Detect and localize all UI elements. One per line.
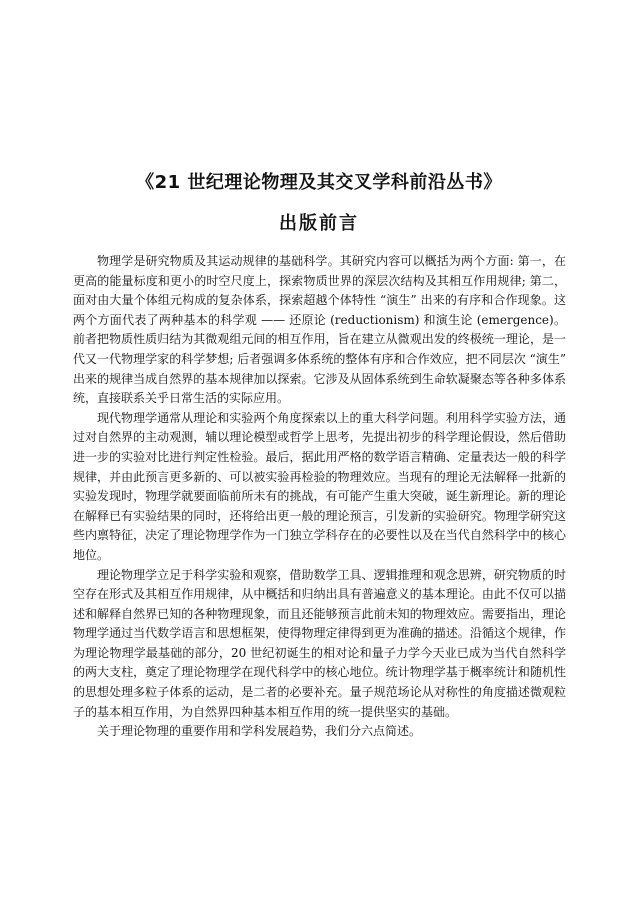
preface-heading: 出版前言: [279, 213, 359, 234]
body-text: [73, 252, 566, 742]
paragraph: 现代物理学通常从理论和实验两个角度探索以上的重大科学问题。利用科学实验方法，通过对自然界的主动观测，辅以理论模型或哲学上思考，先提出初步的科学理论假设，然后借助进一步的实验对比进行判定性检验。最后，据此用严格的数学语言精确、定量表达一般的科学规律，并由此预言更多新的、可以被实验再检验的物理效应。当现有的理论无法解释一批新的实验发现时，物理学就要面临前所未有的挑战，有可能产生重大突破，诞生新理论。新的理论在解释已有实验结果的同时，还将给出更一般的理论预言，引发新的实验研究。物理学研究这些内禀特征，决定了理论物理学作为一门独立学科存在的必要性以及在当代自然科学中的核心地位。: [73, 410, 566, 562]
series-title: 《21 世纪理论物理及其交叉学科前沿丛书》: [136, 172, 502, 193]
paragraph: 物理学是研究物质及其运动规律的基础科学。其研究内容可以概括为两个方面: 第一，在更高的能量标度和更小的时空尺度上，探索物质世界的深层次结构及其相互作用规律; 第二，面对由大量个体组元构成的复杂体系，探索超越个体特性 “演生” 出来的有序和合作现象。这两个方面代表了两种基本的科学观 —— 还原论 (reductionism) 和演生论 (emergence)。前者把物质性质归结为其微观组元间的相互作用，旨在建立从微观出发的终极统一理论，是一代又一代物理学家的科学梦想; 后者强调多体系统的整体有序和合作效应，把不同层次 “演生” 出来的规律当成自然界的基本规律加以探索。它涉及从固体系统到生命软凝聚态等各种多体系统，直接联系关乎日常生活的实际应用。: [73, 254, 566, 406]
paragraph: 关于理论物理的重要作用和学科发展趋势，我们分六点简述。: [97, 724, 422, 739]
paragraph: 理论物理学立足于科学实验和观察，借助数学工具、逻辑推理和观念思辨，研究物质的时空存在形式及其相互作用规律，从中概括和归纳出具有普遍意义的基本理论。由此不仅可以描述和解释自然界已知的各种物理现象，而且还能够预言此前未知的物理效应。需要指出，理论物理学通过当代数学语言和思想框架，使得物理定律得到更为准确的描述。沿循这个规律，作为理论物理学最基础的部分，20 世纪初诞生的相对论和量子力学今天业已成为当代自然科学的两大支柱，奠定了理论物理学在现代科学中的核心地位。统计物理学基于概率统计和随机性的思想处理多粒子体系的运动，是二者的必要补充。量子规范场论从对称性的角度描述微观粒子的基本相互作用，为自然界四种基本相互作用的统一提供坚实的基础。: [73, 567, 566, 719]
